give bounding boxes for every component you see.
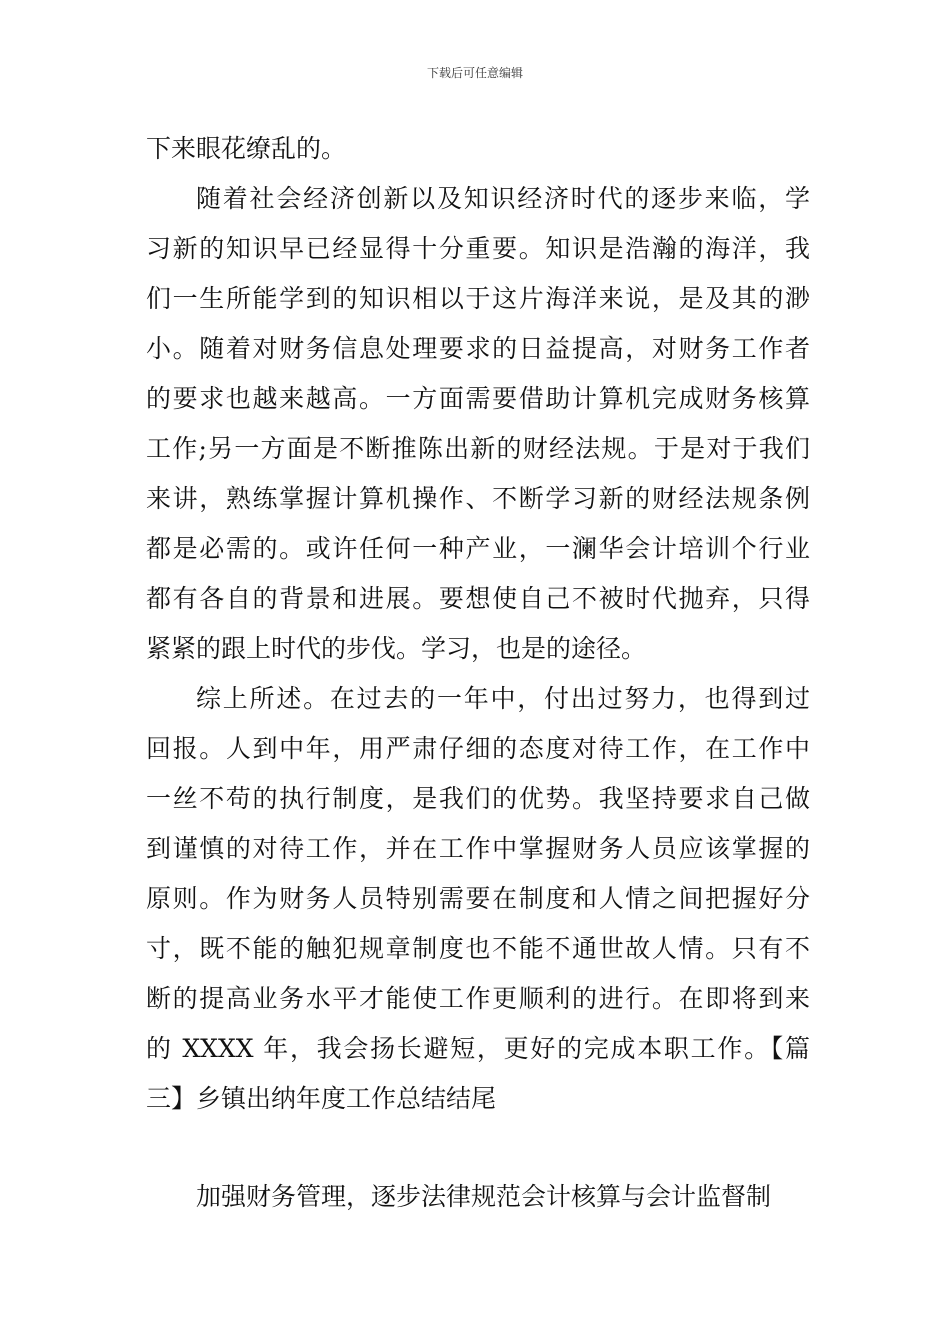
text-line: 原则。作为财务人员特别需要在制度和人情之间把握好分 (146, 884, 810, 913)
text-line: 的 XXXX 年，我会扬长避短，更好的完成本职工作。【篇 (146, 1034, 810, 1063)
text-line: 习新的知识早已经显得十分重要。知识是浩瀚的海洋，我 (146, 234, 810, 263)
text-line: 综上所述。在过去的一年中，付出过努力，也得到过 (196, 684, 810, 713)
text-line: 一丝不苟的执行制度，是我们的优势。我坚持要求自己做 (146, 784, 810, 813)
text-line: 断的提高业务水平才能使工作更顺利的进行。在即将到来 (146, 984, 810, 1013)
text-line: 三】乡镇出纳年度工作总结结尾 (146, 1084, 497, 1113)
text-line: 都有各自的背景和进展。要想使自己不被时代抛弃，只得 (146, 584, 810, 613)
text-line: 到谨慎的对待工作，并在工作中掌握财务人员应该掌握的 (146, 834, 810, 863)
text-line: 的要求也越来越高。一方面需要借助计算机完成财务核算 (146, 384, 810, 413)
text-line: 寸，既不能的触犯规章制度也不能不通世故人情。只有不 (146, 934, 810, 963)
text-line: 都是必需的。或许任何一种产业，一澜华会计培训个行业 (146, 534, 810, 563)
text-line: 下来眼花缭乱的。 (146, 134, 347, 163)
text-line: 回报。人到中年，用严肃仔细的态度对待工作，在工作中 (146, 734, 810, 763)
text-line: 工作;另一方面是不断推陈出新的财经法规。于是对于我们 (146, 434, 810, 463)
text-line: 来讲，熟练掌握计算机操作、不断学习新的财经法规条例 (146, 484, 810, 513)
body-text (146, 124, 810, 1124)
text-line: 随着社会经济创新以及知识经济时代的逐步来临，学 (196, 184, 810, 213)
text-line: 们一生所能学到的知识相以于这片海洋来说，是及其的渺 (146, 284, 810, 313)
section-heading: 加强财务管理，逐步法律规范会计核算与会计监督制 (196, 1182, 772, 1211)
text-line: 小。随着对财务信息处理要求的日益提高，对财务工作者 (146, 334, 810, 363)
page-header: 下载后可任意编辑 (426, 66, 523, 80)
text-line: 紧紧的跟上时代的步伐。学习，也是的途径。 (146, 634, 647, 663)
